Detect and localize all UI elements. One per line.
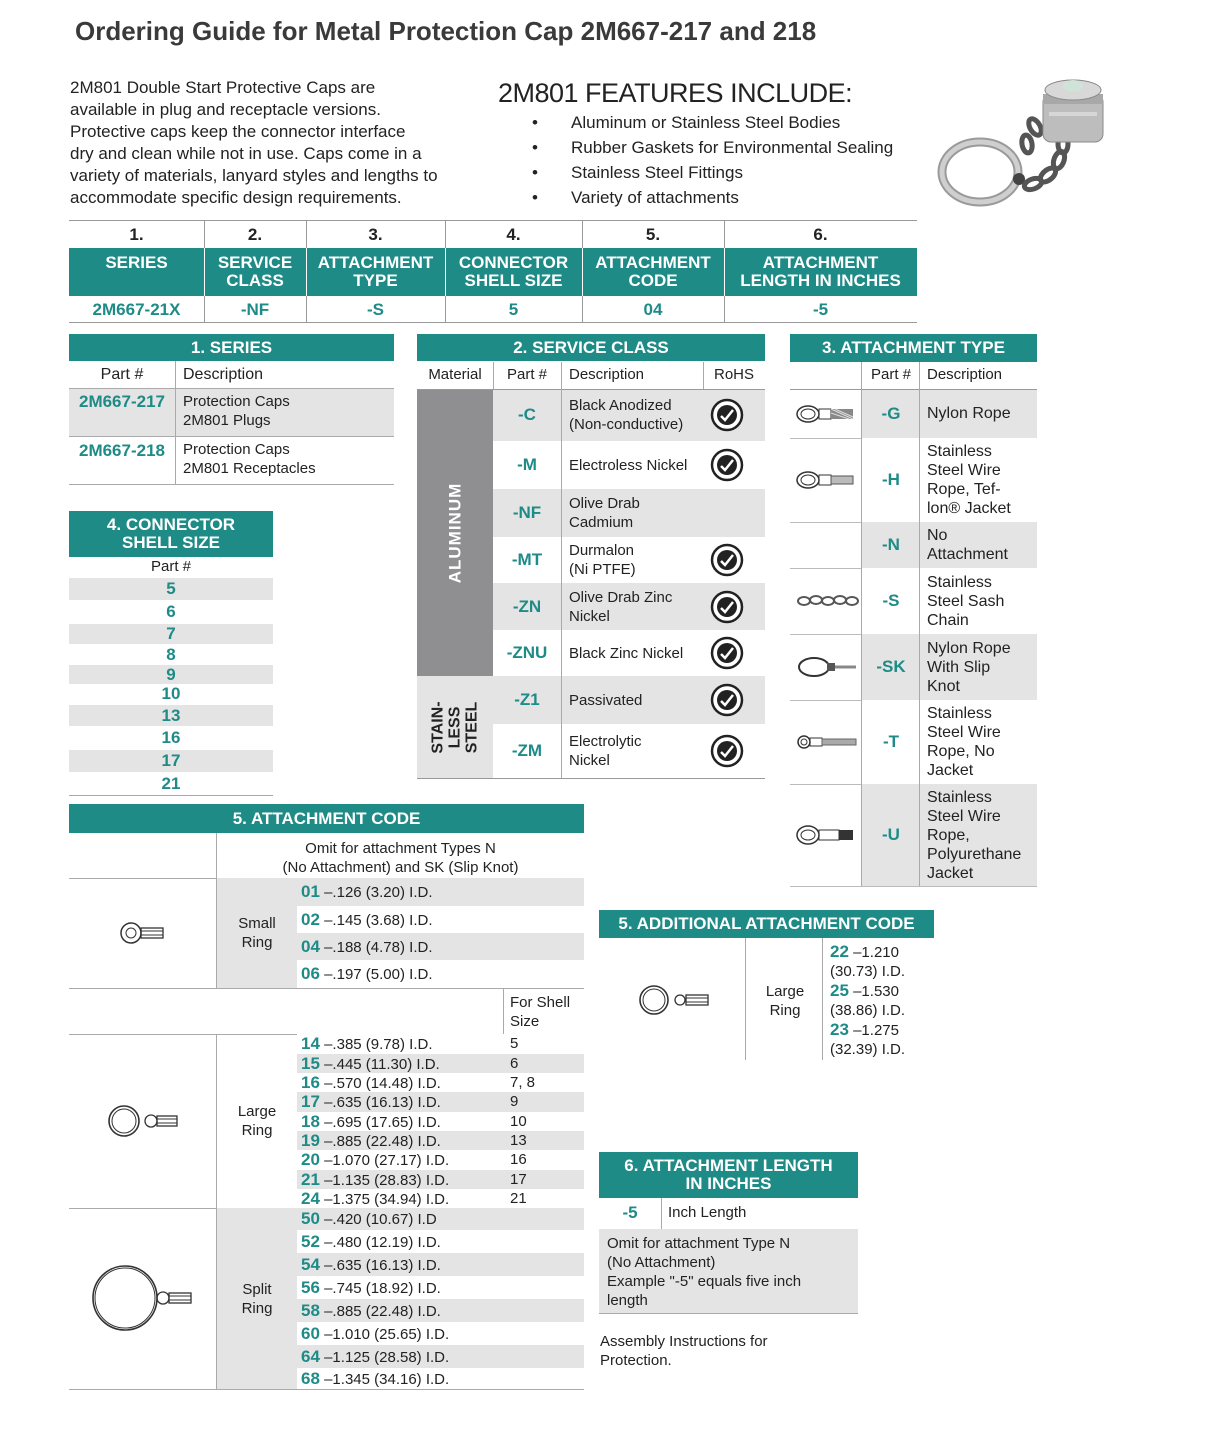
acode-code: 20 — [301, 1150, 320, 1169]
acode-shell-size: 16 — [510, 1151, 527, 1168]
atype-part-code: -SK — [876, 657, 906, 676]
service-part-code: -Z1 — [514, 690, 540, 709]
features-title: 2M801 FEATURES INCLUDE: — [498, 78, 853, 108]
atype-desc-line: Nylon Rope — [927, 405, 1011, 422]
acode-code: 14 — [301, 1034, 320, 1053]
acode-value — [301, 1345, 449, 1368]
acode-code: 52 — [301, 1232, 320, 1251]
divider — [493, 362, 494, 389]
acode-desc: –.745 (18.92) I.D. — [319, 1280, 441, 1297]
acode-desc: –.188 (4.78) I.D. — [319, 939, 433, 956]
large-ring-icon — [106, 1103, 180, 1139]
divider — [703, 362, 704, 389]
length-desc: Inch Length — [668, 1204, 747, 1221]
shell-size-row: 9 — [69, 665, 273, 684]
attachment-type-icon — [794, 467, 860, 493]
acode-code: 60 — [301, 1324, 320, 1343]
atype-part-code: -H — [882, 470, 900, 489]
acode-desc: –.385 (9.78) I.D. — [319, 1036, 433, 1053]
order-header-line: TYPE — [353, 271, 398, 290]
series-col-desc: Description — [183, 366, 264, 383]
shell-size-row: 13 — [69, 705, 273, 726]
order-header-line: ATTACHMENT — [317, 253, 434, 272]
service-desc-line: Electrolytic — [569, 733, 642, 750]
service-desc — [569, 676, 703, 724]
acode-value — [301, 933, 432, 960]
acode-code: 54 — [301, 1255, 320, 1274]
length-code: -5 — [622, 1203, 638, 1222]
acode-code: 68 — [301, 1369, 320, 1388]
acode-value — [301, 1054, 440, 1073]
divider — [417, 389, 765, 390]
atype-desc — [927, 700, 1037, 784]
acode-desc: –.126 (3.20) I.D. — [319, 884, 433, 901]
rohs-compliant-icon — [710, 636, 744, 670]
service-desc — [569, 583, 703, 630]
intro-line: variety of materials, lanyard styles and lengths to — [70, 166, 438, 185]
acode-desc: –1.070 (27.17) I.D. — [319, 1152, 450, 1169]
order-divider — [204, 248, 205, 296]
divider — [861, 362, 862, 886]
atype-desc-line: Rope, No — [927, 743, 995, 760]
intro-line: accommodate specific design requirements. — [70, 188, 402, 207]
atype-title: 3. ATTACHMENT TYPE — [790, 334, 1037, 362]
acode-shell-size: 10 — [510, 1113, 527, 1130]
atype-desc-line: Stainless — [927, 443, 992, 460]
service-part-code: -C — [518, 405, 536, 424]
service-desc-line: Black Anodized — [569, 397, 672, 414]
atype-desc — [927, 784, 1037, 886]
order-example-value: -5 — [812, 300, 829, 319]
acode-desc: –.885 (22.48) I.D. — [319, 1303, 441, 1320]
stainless-label: STAIN- LESS STEEL — [429, 700, 481, 754]
order-header-line: CLASS — [226, 271, 284, 290]
attachment-type-icon — [794, 822, 860, 848]
service-desc — [569, 537, 703, 583]
service-desc — [569, 630, 703, 676]
order-example-value: 2M667-21X — [92, 300, 181, 319]
acode-shell-size: 9 — [510, 1093, 519, 1110]
atype-part-code: -G — [881, 404, 901, 423]
atype-part-code: -S — [882, 591, 900, 610]
acode-code: 64 — [301, 1347, 320, 1366]
acode-code: 04 — [301, 937, 320, 956]
atype-desc-line: No — [927, 527, 948, 544]
intro-paragraph — [70, 77, 470, 209]
page-title: Ordering Guide for Metal Protection Cap 2M667-217 and 218 — [75, 16, 817, 46]
shell-size-row: 8 — [166, 645, 176, 664]
acode-value — [301, 1092, 441, 1112]
service-desc-line: Nickel — [569, 607, 610, 625]
order-col-header — [445, 254, 582, 290]
acode-desc: –.145 (3.68) I.D. — [319, 912, 433, 929]
service-title: 2. SERVICE CLASS — [417, 334, 765, 361]
acode-code: 02 — [301, 910, 320, 929]
bullet: • — [532, 163, 538, 182]
divider — [417, 778, 765, 779]
atype-desc — [927, 522, 1037, 568]
acode-desc: –.635 (16.13) I.D. — [319, 1257, 441, 1274]
acode-value — [301, 906, 432, 933]
order-header-line: SERIES — [105, 253, 168, 272]
acode-label-line: Ring — [241, 1299, 273, 1317]
service-col-material: Material — [428, 366, 482, 383]
order-example-value: -S — [367, 300, 384, 319]
acode-desc: –1.135 (28.83) I.D. — [319, 1172, 450, 1189]
length-note: Omit for attachment Type N (No Attachment) Example "-5" equals five inch length — [607, 1235, 802, 1309]
acode-code: 58 — [301, 1301, 320, 1320]
acode-value — [301, 1299, 441, 1322]
order-col-number: 4. — [506, 225, 521, 244]
service-desc-line: (Ni PTFE) — [569, 561, 636, 578]
acode-value — [301, 1170, 449, 1189]
order-divider — [724, 248, 725, 296]
atype-desc-line: Rope, — [927, 826, 970, 844]
atype-part-code: -T — [882, 732, 900, 751]
atype-desc-line: Steel Wire — [927, 462, 1001, 479]
assembly-instructions: Assembly Instructions for Protection. — [600, 1333, 768, 1369]
bullet: • — [532, 188, 538, 207]
protective-cap-photo — [935, 72, 1125, 222]
acode-ring-label — [217, 878, 297, 988]
service-col-rohs: RoHS — [713, 366, 754, 383]
divider — [561, 362, 562, 778]
acode-value — [301, 1150, 449, 1170]
atype-desc-line: lon® Jacket — [927, 500, 1011, 517]
order-header-line: ATTACHMENT — [762, 253, 879, 272]
shell-size-row: 7 — [69, 624, 273, 644]
atype-desc — [927, 634, 1037, 700]
acode-ring-label — [217, 1208, 297, 1389]
atype-col-part: Part # — [870, 366, 912, 383]
shell-size-row: 17 — [69, 750, 273, 772]
atype-desc-line: Steel Sash — [927, 592, 1005, 610]
divider — [790, 389, 1037, 390]
order-header-line: ATTACHMENT — [595, 253, 711, 272]
acode-desc: –.885 (22.48) I.D. — [319, 1133, 441, 1150]
acode-value — [301, 1368, 449, 1389]
service-col-desc: Description — [569, 366, 645, 383]
service-desc-line: Olive Drab — [569, 495, 640, 512]
acode-code: 18 — [301, 1112, 320, 1131]
atype-part-code: -N — [882, 535, 900, 554]
service-desc-line: Black Zinc Nickel — [569, 644, 684, 662]
shell-title: 4. CONNECTOR SHELL SIZE — [69, 511, 273, 557]
acode-code: 19 — [301, 1131, 320, 1150]
acode-label-line: Large — [237, 1103, 277, 1120]
atype-desc-line: Rope, Tef- — [927, 481, 1001, 498]
order-header-line: CODE — [628, 271, 678, 290]
series-col-part: Part # — [100, 366, 144, 383]
series-desc: Protection Caps 2M801 Plugs — [183, 393, 290, 429]
acode-shell-size: 5 — [510, 1035, 519, 1052]
acode-desc: –.445 (11.30) I.D. — [319, 1056, 440, 1073]
atype-desc-line: Nylon Rope — [927, 639, 1011, 657]
service-desc — [569, 389, 703, 441]
service-part-code: -ZN — [512, 597, 542, 616]
acode-desc: –.420 (10.67) I.D — [319, 1211, 437, 1228]
service-desc-line: Electroless Nickel — [569, 456, 688, 474]
order-header-line: CONNECTOR — [458, 253, 569, 272]
order-header-line: SERVICE — [217, 253, 293, 272]
order-header-line: LENGTH IN INCHES — [740, 271, 901, 290]
length-title: 6. ATTACHMENT LENGTH IN INCHES — [599, 1152, 858, 1198]
acode-desc: –1.010 (25.65) I.D. — [319, 1326, 450, 1343]
attachment-type-icon — [794, 401, 860, 427]
acode-title: 5. ATTACHMENT CODE — [69, 804, 584, 833]
acode-code: 16 — [301, 1073, 320, 1092]
atype-desc-line: Jacket — [927, 864, 974, 882]
acode-code: 01 — [301, 882, 320, 901]
series-part-code: 2M667-217 — [78, 392, 165, 411]
service-desc-line: Cadmium — [569, 514, 634, 531]
acode-code: 15 — [301, 1054, 320, 1073]
attachment-type-icon — [794, 588, 860, 614]
acode-value — [301, 1253, 441, 1276]
acode-shell-size: 17 — [510, 1171, 527, 1188]
acode-code: 21 — [301, 1170, 320, 1189]
split-ring-icon — [91, 1262, 195, 1336]
acode-desc: –.695 (17.65) I.D. — [319, 1114, 441, 1131]
acode-label-line: Ring — [241, 934, 273, 951]
acode-value — [301, 1073, 441, 1092]
acode-code: 24 — [301, 1189, 320, 1208]
rohs-compliant-icon — [710, 734, 744, 768]
order-example-value: 04 — [643, 300, 663, 319]
order-col-header — [724, 254, 917, 290]
atype-desc — [927, 389, 1037, 438]
order-divider — [582, 248, 583, 296]
order-example-value: 5 — [508, 300, 519, 319]
acode-desc: –.480 (12.19) I.D. — [319, 1234, 441, 1251]
rohs-compliant-icon — [710, 590, 744, 624]
atype-desc-line: Steel Wire — [927, 724, 1001, 741]
atype-desc-line: With Slip — [927, 658, 991, 676]
intro-line: dry and clean while not in use. Caps come in a — [70, 144, 422, 163]
acode-value — [301, 1034, 432, 1054]
series-part-code: 2M667-218 — [78, 441, 165, 460]
order-col-number: 1. — [129, 225, 144, 244]
service-part-code: -MT — [511, 550, 543, 569]
small-ring-icon — [119, 919, 167, 947]
acode-ring-label — [217, 1034, 297, 1208]
order-col-number: 3. — [368, 225, 383, 244]
acode-value — [301, 960, 432, 988]
order-col-header — [582, 254, 724, 290]
divider — [790, 886, 1037, 887]
service-desc — [569, 441, 703, 489]
service-col-part: Part # — [506, 366, 548, 383]
shell-size-row: 21 — [161, 774, 181, 793]
series-desc: Protection Caps 2M801 Receptacles — [183, 441, 316, 477]
atype-desc-line: Stainless — [927, 573, 992, 591]
service-desc-line: (Non-conductive) — [569, 416, 684, 433]
order-col-header — [69, 254, 204, 272]
service-part-code: -ZM — [511, 741, 543, 760]
bullet: • — [532, 138, 538, 157]
acode-desc: –.197 (5.00) I.D. — [319, 966, 433, 983]
shell-size-row: 16 — [161, 728, 181, 747]
intro-line: 2M801 Double Start Protective Caps are — [70, 78, 376, 97]
addl-title: 5. ADDITIONAL ATTACHMENT CODE — [599, 910, 934, 938]
rohs-compliant-icon — [710, 398, 744, 432]
addl-codes: 22 –1.210 (30.73) I.D. 25 –1.530 (38.86) I.D. 23 –1.275 (32.39) I.D. — [830, 942, 906, 1058]
acode-desc: –.635 (16.13) I.D. — [319, 1094, 441, 1111]
series-title: 1. SERIES — [69, 334, 394, 361]
acode-code: 56 — [301, 1278, 320, 1297]
rohs-compliant-icon — [710, 683, 744, 717]
atype-desc-line: Chain — [927, 611, 969, 629]
atype-desc-line: Steel Wire — [927, 807, 1001, 825]
atype-desc-line: Stainless — [927, 705, 992, 722]
service-part-code: -ZNU — [506, 643, 548, 662]
order-col-header — [306, 254, 445, 290]
acode-value — [301, 878, 432, 906]
service-desc — [569, 724, 703, 778]
acode-note: Omit for attachment Types N (No Attachment) and SK (Slip Knot) — [282, 840, 519, 876]
order-col-number: 5. — [645, 225, 661, 244]
acode-label-line: Small — [238, 915, 276, 932]
acode-value — [301, 1208, 437, 1230]
atype-desc-line: Jacket — [927, 762, 974, 779]
acode-code: 50 — [301, 1209, 320, 1228]
shell-size-row: 10 — [161, 684, 181, 703]
atype-desc — [927, 568, 1037, 634]
shell-col-part: Part # — [150, 558, 192, 575]
service-desc — [569, 489, 703, 537]
acode-label-line: Split — [242, 1280, 272, 1298]
acode-shell-size: 6 — [510, 1055, 519, 1072]
atype-part-code: -U — [882, 825, 900, 844]
divider — [919, 362, 920, 886]
order-col-number: 2. — [247, 225, 263, 244]
order-divider — [306, 248, 307, 296]
order-header-line: SHELL SIZE — [464, 271, 563, 290]
shell-size-row: 6 — [166, 602, 176, 621]
service-desc-line: Olive Drab Zinc — [569, 588, 673, 606]
order-example-value: -NF — [240, 300, 270, 319]
service-desc-line: Nickel — [569, 752, 610, 769]
rohs-compliant-icon — [710, 543, 744, 577]
acode-shell-size: 7, 8 — [510, 1074, 536, 1091]
shell-size-row: 5 — [69, 578, 273, 600]
acode-value — [301, 1189, 449, 1208]
order-divider — [445, 248, 446, 296]
acode-desc: –.570 (14.48) I.D. — [319, 1075, 441, 1092]
divider — [69, 795, 273, 796]
acode-value — [301, 1112, 441, 1131]
bullet: • — [532, 113, 538, 132]
atype-desc-line: Knot — [927, 677, 960, 695]
intro-line: available in plug and receptacle versions. — [70, 100, 381, 119]
atype-desc — [927, 438, 1037, 522]
service-part-code: -NF — [512, 503, 542, 522]
atype-desc-line: Stainless — [927, 788, 992, 806]
large-ring-icon — [636, 982, 716, 1018]
acode-code: 06 — [301, 964, 320, 983]
order-col-header — [204, 254, 306, 290]
acode-shell-size: 21 — [510, 1190, 527, 1207]
acode-shell-size: 13 — [510, 1132, 527, 1149]
intro-line: Protective caps keep the connector interface — [70, 122, 406, 141]
rohs-compliant-icon — [710, 448, 744, 482]
acode-label-line: Ring — [241, 1122, 273, 1139]
service-desc-line: Durmalon — [569, 542, 635, 559]
acode-value — [301, 1131, 441, 1150]
attachment-type-icon — [794, 729, 860, 755]
attachment-type-icon — [794, 654, 860, 680]
aluminum-label: ALUMINUM — [445, 482, 465, 583]
acode-value — [301, 1322, 449, 1345]
acode-value — [301, 1276, 441, 1299]
service-desc-line: Passivated — [569, 691, 643, 709]
shell-size-header: For Shell Size — [510, 994, 571, 1030]
service-part-code: -M — [517, 455, 537, 474]
addl-label: Large Ring — [765, 983, 805, 1019]
atype-col-desc: Description — [927, 366, 1003, 383]
acode-desc: –1.125 (28.58) I.D. — [319, 1349, 450, 1366]
acode-code: 17 — [301, 1092, 320, 1111]
acode-desc: –1.375 (34.94) I.D. — [319, 1191, 450, 1208]
atype-desc-line: Polyurethane — [927, 845, 1022, 863]
acode-value — [301, 1230, 441, 1253]
atype-desc-line: Attachment — [927, 546, 1008, 563]
acode-desc: –1.345 (34.16) I.D. — [319, 1371, 450, 1388]
order-col-number: 6. — [813, 225, 828, 244]
